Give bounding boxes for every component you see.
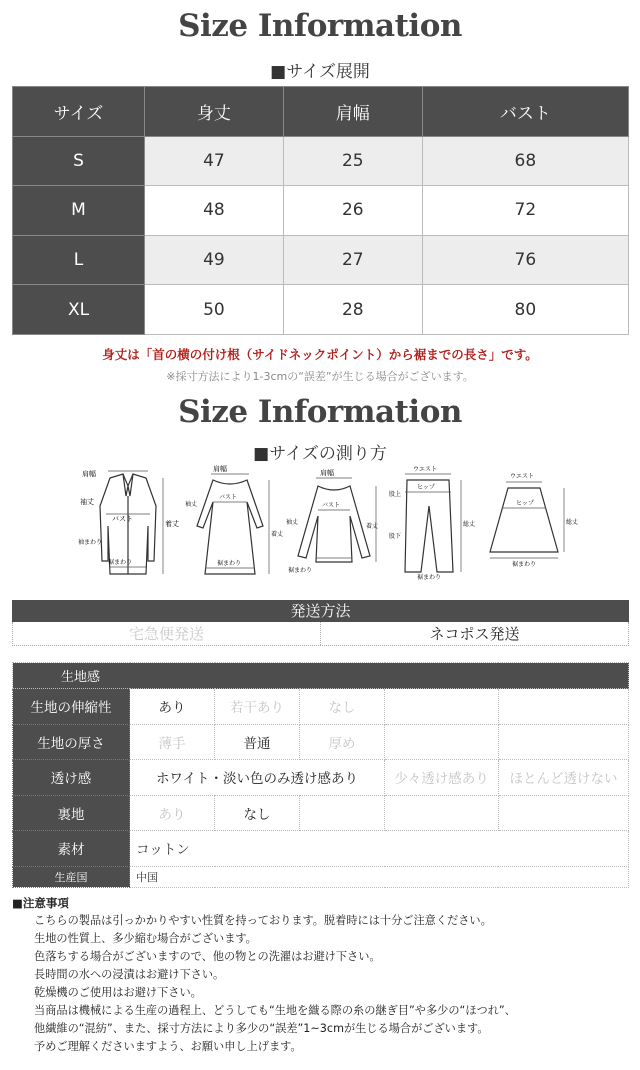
fabric-row-material xyxy=(13,831,629,867)
skirt-illustration xyxy=(478,466,579,581)
table-cell: 28 xyxy=(283,285,422,335)
table-cell: 47 xyxy=(145,136,284,186)
shipping-option-takkyubin: 宅急便発送 xyxy=(13,622,321,645)
table-cell: 48 xyxy=(145,186,284,236)
pants-label-inseam: 股下 xyxy=(389,533,402,540)
thickness-option-normal: 普通 xyxy=(215,724,300,760)
dress-illustration xyxy=(183,465,284,581)
fabric-header: 生地感 xyxy=(13,663,629,689)
length-definition-note: 身丈は「首の横の付け根（サイドネックポイント）から裾までの長さ」です。 xyxy=(102,347,538,362)
caution-line: 乾燥機のご使用はお避け下さい。 xyxy=(34,986,202,999)
fabric-table xyxy=(12,662,629,888)
table-row xyxy=(13,186,629,236)
table-cell: 50 xyxy=(145,285,284,335)
size-label: L xyxy=(13,235,145,285)
table-cell: 68 xyxy=(422,136,628,186)
top-label-hem: 裾まわり xyxy=(288,567,313,574)
table-cell: 25 xyxy=(283,136,422,186)
length-col-header: 身丈 xyxy=(145,87,284,137)
empty-cell xyxy=(385,795,499,831)
fabric-row-sheer xyxy=(13,760,629,796)
pants-label-hem: 裾まわり xyxy=(417,574,442,581)
fabric-row-stretch xyxy=(13,689,629,725)
empty-cell xyxy=(498,795,628,831)
coat-label-sleeve: 袖丈 xyxy=(80,498,94,506)
table-row xyxy=(13,136,629,186)
lining-label: 裏地 xyxy=(13,795,130,831)
top-label-length: 着丈 xyxy=(366,523,379,530)
shoulder-col-header: 肩幅 xyxy=(283,87,422,137)
caution-line: こちらの製品は引っかかりやすい性質を持っております。脱着時には十分ご注意ください。 xyxy=(34,914,492,927)
dress-label-shoulder: 肩幅 xyxy=(213,465,227,473)
sheer-label: 透け感 xyxy=(13,760,130,796)
top-label-bust: バスト xyxy=(322,502,341,509)
coat-label-cuff: 袖まわり xyxy=(78,539,103,546)
size-label: XL xyxy=(13,285,145,335)
top-label-sleeve: 袖丈 xyxy=(286,519,299,526)
shipping-section xyxy=(12,600,629,646)
caution-line: 色落ちする場合がございますので、他の物との洗濯はお避け下さい。 xyxy=(34,950,381,963)
stretch-label: 生地の伸縮性 xyxy=(13,689,130,725)
table-cell: 80 xyxy=(422,285,628,335)
size-label: S xyxy=(13,136,145,186)
stretch-option-slight: 若干あり xyxy=(215,689,300,725)
stretch-option-none: なし xyxy=(300,689,385,725)
skirt-label-total: 総丈 xyxy=(566,519,579,526)
thickness-label: 生地の厚さ xyxy=(13,724,130,760)
dress-label-length: 着丈 xyxy=(271,531,284,538)
table-row xyxy=(13,235,629,285)
pants-label-rise: 股上 xyxy=(389,491,402,498)
size-label: M xyxy=(13,186,145,236)
fabric-row-thickness xyxy=(13,724,629,760)
pants-label-total: 総丈 xyxy=(463,521,476,528)
table-cell: 26 xyxy=(283,186,422,236)
dress-label-sleeve: 袖丈 xyxy=(185,501,198,508)
coat-label-hem: 裾まわり xyxy=(108,559,133,566)
coat-illustration xyxy=(78,466,178,581)
coat-label-length: 着丈 xyxy=(165,520,179,528)
bust-col-header: バスト xyxy=(422,87,628,137)
material-label: 素材 xyxy=(13,831,130,867)
caution-line: 当商品は機械による生産の過程上、どうしても“生地を織る際の糸の継ぎ目”や多少の“ほつれ”、 xyxy=(34,1004,516,1017)
pants-label-waist: ウエスト xyxy=(413,466,438,473)
table-cell: 27 xyxy=(283,235,422,285)
skirt-label-hip: ヒップ xyxy=(516,500,534,507)
pants-label-hip: ヒップ xyxy=(417,484,435,491)
shipping-header: 発送方法 xyxy=(12,600,629,622)
dress-label-bust: バスト xyxy=(219,494,238,501)
table-cell: 72 xyxy=(422,186,628,236)
empty-cell xyxy=(300,795,385,831)
caution-heading: ■注意事項 xyxy=(12,896,69,910)
pants-illustration xyxy=(387,466,476,581)
size-info-title-2: Size Information xyxy=(178,394,462,430)
empty-cell xyxy=(498,689,628,725)
top-label-shoulder: 肩幅 xyxy=(320,469,334,477)
size-chart-subtitle: ■サイズ展開 xyxy=(270,62,370,82)
empty-cell xyxy=(385,689,499,725)
table-cell: 49 xyxy=(145,235,284,285)
sheer-option-slight: 少々透け感あり xyxy=(385,760,499,796)
dress-label-hem: 裾まわり xyxy=(217,560,242,567)
material-value: コットン xyxy=(130,831,629,867)
size-info-title: Size Information xyxy=(178,8,462,44)
sheer-option-hardly: ほとんど透けない xyxy=(498,760,628,796)
lining-option-yes: あり xyxy=(130,795,215,831)
fabric-row-lining xyxy=(13,795,629,831)
lining-option-none: なし xyxy=(215,795,300,831)
measurement-error-note: ※採寸方法により1-3cmの“誤差”が生じる場合がございます。 xyxy=(166,370,474,383)
top-illustration xyxy=(284,466,384,581)
caution-line: 他繊維の“混紡”、また、採寸方法により多少の“誤差”1~3cmが生じる場合がございます。 xyxy=(34,1022,489,1035)
size-col-header: サイズ xyxy=(13,87,145,137)
stretch-option-yes: あり xyxy=(130,689,215,725)
caution-section xyxy=(12,894,632,1056)
size-table-header xyxy=(13,87,629,137)
measure-method-subtitle: ■サイズの測り方 xyxy=(253,444,387,464)
skirt-label-hem: 裾まわり xyxy=(512,561,537,568)
coat-label-bust: バスト xyxy=(112,515,133,523)
shipping-options xyxy=(12,622,629,646)
empty-cell xyxy=(385,724,499,760)
table-row xyxy=(13,285,629,335)
origin-value: 中国 xyxy=(130,866,629,887)
table-cell: 76 xyxy=(422,235,628,285)
sheer-option-light-colors: ホワイト・淡い色のみ透け感あり xyxy=(130,760,385,796)
caution-line: 生地の性質上、多少縮む場合がございます。 xyxy=(34,932,257,945)
size-table xyxy=(12,86,629,335)
origin-label: 生産国 xyxy=(13,866,130,887)
skirt-label-waist: ウエスト xyxy=(510,473,535,480)
coat-label-shoulder: 肩幅 xyxy=(82,470,96,478)
empty-cell xyxy=(498,724,628,760)
thickness-option-thin: 薄手 xyxy=(130,724,215,760)
caution-line: 長時間の水への浸漬はお避け下さい。 xyxy=(34,968,225,981)
shipping-option-nekopos: ネコポス発送 xyxy=(429,625,520,643)
thickness-option-thick: 厚め xyxy=(300,724,385,760)
caution-line: 予めご理解くださいますよう、お願い申し上げます。 xyxy=(34,1040,302,1053)
fabric-row-origin xyxy=(13,866,629,887)
